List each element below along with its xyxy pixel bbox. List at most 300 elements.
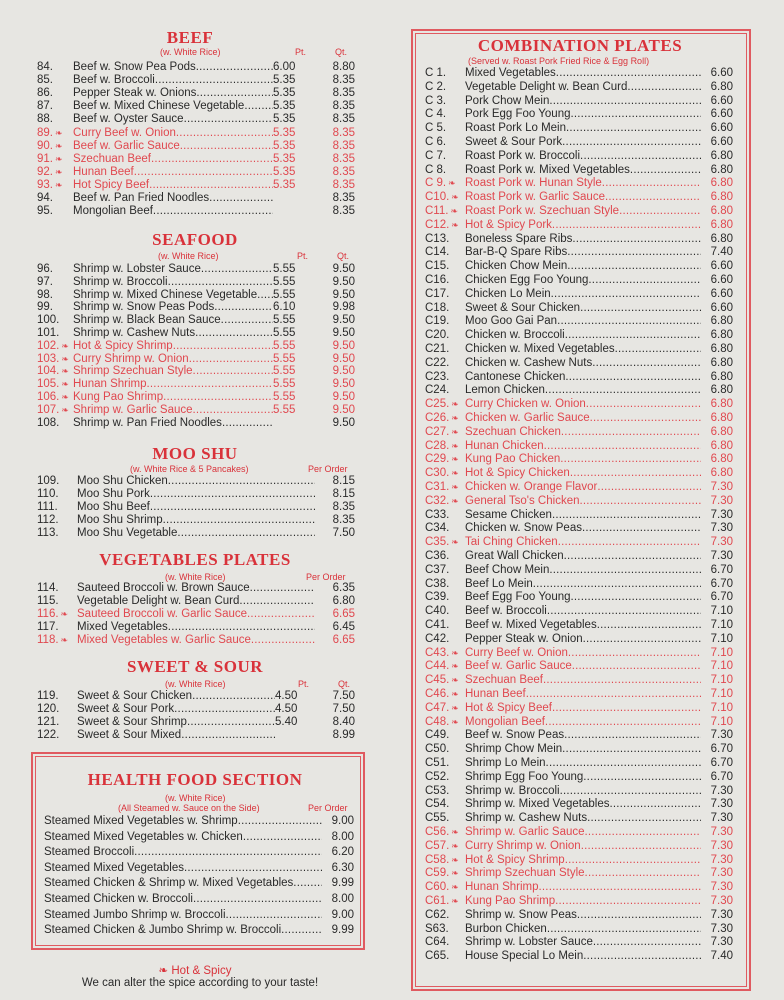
price: 6.80 — [710, 412, 733, 424]
item-number: C52. — [425, 770, 450, 783]
menu-item — [37, 113, 355, 126]
price: 6.60 — [710, 108, 733, 121]
vegetables-subtitle: (w. White Rice) — [165, 572, 226, 582]
item-number: C13. — [425, 232, 450, 245]
chili-icon: ❧ — [61, 392, 69, 402]
price: 7.30 — [710, 508, 733, 521]
item-number: C65. — [425, 950, 450, 963]
leader-dots — [552, 509, 701, 522]
price-pint: 5.55 — [273, 263, 296, 275]
price: 6.60 — [710, 287, 733, 300]
leader-dots — [193, 365, 273, 378]
leader-dots — [181, 729, 275, 742]
menu-item — [425, 812, 733, 825]
leader-dots — [221, 314, 273, 327]
price: 6.70 — [710, 757, 733, 769]
menu-item — [425, 729, 733, 742]
item-name: Tai Ching Chicken — [465, 536, 558, 549]
leader-dots — [544, 440, 701, 453]
leader-dots — [564, 550, 701, 563]
item-number: 115. — [37, 595, 59, 607]
item-number: 99. — [37, 301, 53, 314]
item-name: Beef w. Snow Peas — [465, 729, 565, 742]
chili-icon: ❧ — [55, 140, 63, 151]
item-number: 111. — [37, 501, 58, 513]
item-number: C55. — [425, 812, 450, 825]
item-number: 109. — [37, 475, 60, 487]
item-number: 108. — [37, 416, 60, 429]
menu-item — [425, 426, 733, 439]
item-number: C24. — [425, 384, 450, 397]
menu-item — [425, 660, 733, 673]
item-name: Steamed Chicken & Jumbo Shrimp w. Broccoli — [44, 924, 282, 937]
price-pint: 4.50 — [275, 690, 298, 702]
item-name: Chicken w. Broccoli — [465, 329, 565, 342]
menu-item — [425, 923, 733, 936]
item-number: 119. — [37, 690, 59, 702]
seafood-subtitle: (w. White Rice) — [158, 251, 219, 261]
item-name: Moo Shu Vegetable — [77, 527, 178, 539]
item-name: Chicken Chow Mein — [465, 260, 568, 273]
item-name: Hunan Beef — [465, 688, 526, 700]
price: 6.80 — [332, 595, 355, 607]
leader-dots — [201, 263, 273, 276]
menu-item — [425, 233, 733, 246]
item-name: Moo Shu Shrimp — [77, 514, 163, 526]
item-name: Beef w. Snow Pea Pods — [73, 61, 196, 73]
item-name: Shrimp w. Garlic Sauce — [73, 403, 193, 416]
item-number: C33. — [425, 508, 450, 521]
menu-item — [37, 179, 355, 192]
menu-item — [425, 412, 733, 425]
item-name: Beef w. Broccoli — [465, 605, 547, 618]
price: 6.20 — [331, 846, 354, 859]
chili-icon: ❧ — [61, 404, 69, 415]
menu-item — [425, 495, 733, 508]
chili-icon: ❧ — [60, 635, 69, 645]
item-name: Steamed Mixed Vegetables w. Chicken — [44, 830, 243, 843]
leader-dots — [566, 122, 701, 135]
price: 7.30 — [710, 895, 733, 907]
price: 7.30 — [710, 936, 733, 949]
chili-icon: ❧ — [451, 854, 459, 865]
menu-item — [425, 371, 733, 384]
leader-dots — [579, 495, 701, 508]
leader-dots — [560, 785, 701, 798]
leader-dots — [543, 674, 701, 687]
leader-dots — [247, 608, 315, 621]
menu-item — [425, 826, 733, 839]
chili-icon: ❧ — [55, 179, 63, 190]
price-quart: 9.50 — [332, 314, 355, 327]
menu-item — [425, 302, 733, 315]
leader-dots — [597, 481, 701, 494]
menu-item — [37, 582, 355, 595]
price: 7.50 — [332, 527, 355, 539]
item-name: Chicken w. Snow Peas — [465, 522, 582, 535]
item-name: Shrimp Szechuan Style — [465, 867, 585, 880]
menu-item — [425, 798, 733, 811]
leader-dots — [605, 191, 701, 204]
item-name: Roast Pork w. Hunan Style — [465, 177, 602, 190]
menu-item — [425, 246, 733, 259]
item-number: C39. — [425, 591, 450, 604]
price: 7.10 — [710, 646, 733, 659]
item-name: Beef w. Pan Fried Noodles — [73, 192, 210, 204]
menu-item — [37, 289, 355, 302]
item-name: Shrimp w. Broccoli — [73, 275, 168, 288]
item-name: Moo Shu Beef — [77, 501, 150, 513]
sweet-sour-col-qt: Qt. — [338, 679, 351, 689]
menu-item — [37, 276, 355, 289]
item-number: C 9. ❧ — [425, 177, 456, 190]
hot-spicy-legend — [150, 963, 240, 977]
leader-dots — [547, 923, 701, 936]
chili-icon: ❧ — [451, 647, 459, 658]
price-pint: 5.55 — [273, 314, 296, 327]
item-name: Beef Chow Mein — [465, 563, 550, 576]
item-name: Shrimp w. Pan Fried Noodles — [73, 416, 222, 429]
item-name: Chicken Egg Foo Young — [465, 274, 589, 286]
leader-dots — [552, 219, 701, 232]
price: 6.80 — [710, 343, 733, 355]
item-number: 95. — [37, 205, 53, 218]
price-pint: 5.35 — [273, 152, 296, 165]
leader-dots — [551, 288, 701, 301]
chili-icon: ❧ — [61, 366, 69, 377]
item-name: Steamed Mixed Vegetables w. Shrimp — [44, 815, 238, 827]
item-name: Sweet & Sour Mixed — [77, 729, 182, 741]
menu-item — [425, 136, 733, 149]
item-number: C15. — [425, 260, 450, 273]
price: 7.40 — [710, 950, 733, 963]
menu-item — [425, 315, 733, 328]
menu-item — [425, 936, 733, 949]
leader-dots — [586, 398, 701, 411]
moo-shu-col-per-order: Per Order — [308, 464, 348, 474]
item-name: Hunan Beef — [73, 165, 134, 178]
section-title-seafood: SEAFOOD — [152, 230, 238, 249]
menu-item — [425, 219, 733, 232]
item-number: 117. — [37, 621, 59, 633]
price: 6.60 — [710, 67, 733, 79]
item-name: Pork Chow Mein — [465, 94, 550, 107]
item-name: Shrimp w. Mixed Chinese Vegetable — [73, 288, 258, 301]
item-number: C17. — [425, 287, 450, 300]
item-name: Roast Pork w. Mixed Vegetables — [465, 163, 630, 176]
leader-dots — [539, 881, 701, 894]
leader-dots — [627, 81, 701, 94]
leader-dots — [581, 840, 701, 853]
item-number: 100. — [37, 314, 60, 327]
menu-item — [37, 417, 355, 430]
item-number: C46. ❧ — [425, 688, 459, 700]
leader-dots — [571, 591, 701, 604]
price: 7.10 — [710, 674, 733, 687]
price-pint: 6.10 — [273, 301, 296, 314]
item-name: Beef Egg Foo Young — [465, 591, 571, 604]
item-number: 91. ❧ — [37, 152, 63, 165]
menu-item — [425, 522, 733, 535]
item-number: 107. ❧ — [37, 403, 69, 416]
item-name: Hunan Chicken — [465, 439, 544, 452]
item-number: C51. — [425, 757, 450, 769]
leader-dots — [585, 867, 701, 880]
item-name: Moo Shu Pork — [77, 488, 150, 500]
price: 7.30 — [710, 729, 733, 742]
price: 7.10 — [710, 715, 733, 728]
item-name: Steamed Broccoli — [44, 846, 135, 859]
item-number: 84. — [37, 61, 53, 73]
item-name: Beef w. Garlic Sauce — [465, 660, 572, 673]
item-number: C14. — [425, 246, 450, 259]
leader-dots — [549, 564, 701, 577]
price: 6.80 — [710, 232, 733, 245]
menu-item — [425, 591, 733, 604]
item-number: 116. ❧ — [37, 608, 69, 620]
price: 6.80 — [710, 315, 733, 328]
leader-dots — [619, 205, 701, 218]
menu-item — [425, 647, 733, 660]
item-number: 102. ❧ — [37, 339, 69, 352]
item-name: Chicken w. Garlic Sauce — [465, 412, 590, 424]
leader-dots — [590, 412, 701, 425]
price: 6.80 — [710, 356, 733, 369]
item-number: C28. ❧ — [425, 439, 459, 452]
leader-dots — [580, 302, 701, 315]
item-number: 96. — [37, 263, 53, 275]
item-name: Hot & Spicy Beef — [465, 701, 552, 714]
price-quart: 8.35 — [332, 74, 355, 87]
item-number: C58. ❧ — [425, 853, 459, 866]
chili-icon: ❧ — [61, 379, 69, 390]
item-name: Cantonese Chicken — [465, 370, 566, 383]
leader-dots — [565, 329, 701, 342]
leader-dots — [193, 404, 273, 417]
leader-dots — [555, 895, 701, 908]
price-pint: 5.35 — [273, 178, 296, 191]
menu-item — [425, 688, 733, 701]
leader-dots — [134, 846, 322, 859]
leader-dots — [293, 877, 322, 890]
item-number: C30. ❧ — [425, 467, 459, 480]
price: 7.30 — [710, 784, 733, 797]
item-number: C38. — [425, 577, 450, 590]
leader-dots — [560, 453, 701, 466]
item-number: 103. ❧ — [37, 352, 69, 365]
price-pint: 5.35 — [273, 87, 296, 100]
menu-item — [37, 527, 355, 540]
item-name: Pork Egg Foo Young — [465, 108, 571, 121]
item-number: 94. — [37, 192, 53, 204]
leader-dots — [577, 909, 701, 922]
chili-icon: ❧ — [451, 896, 459, 906]
price: 7.10 — [710, 632, 733, 645]
item-number: 112. — [37, 514, 59, 526]
item-number: 85. — [37, 74, 53, 87]
item-name: Shrimp Egg Foo Young — [465, 770, 584, 783]
menu-item — [37, 729, 355, 742]
price-quart: 8.35 — [332, 178, 355, 191]
price-quart: 8.80 — [332, 61, 355, 73]
vegetables-col-per-order: Per Order — [306, 572, 346, 582]
price: 6.80 — [710, 205, 733, 217]
item-name: Pepper Steak w. Onions — [73, 87, 197, 100]
menu-item — [425, 785, 733, 798]
chili-icon: ❧ — [451, 537, 459, 548]
price-quart: 8.35 — [332, 192, 355, 204]
item-number: C 1. — [425, 67, 447, 79]
leader-dots — [570, 467, 701, 480]
menu-item — [37, 100, 355, 113]
item-number: C35. ❧ — [425, 536, 459, 549]
item-name: Curry Beef w. Onion — [73, 126, 176, 139]
item-name: Hot & Spicy Shrimp — [465, 853, 565, 866]
price-pint: 5.35 — [273, 139, 296, 152]
item-number: C22. — [425, 356, 450, 369]
menu-item — [37, 514, 355, 527]
price: 7.10 — [710, 660, 733, 673]
item-number: 105. ❧ — [37, 378, 69, 391]
price-pint: 5.35 — [273, 165, 296, 178]
item-name: Hunan Shrimp — [465, 881, 539, 894]
item-name: Hot & Spicy Pork — [465, 218, 552, 231]
chili-icon: ❧ — [158, 965, 169, 977]
price-quart: 9.50 — [332, 416, 355, 429]
item-number: C62. — [425, 908, 450, 921]
chili-icon: ❧ — [451, 882, 459, 893]
menu-item — [37, 353, 355, 366]
health-col-per-order: Per Order — [308, 803, 348, 813]
item-number: C48. ❧ — [425, 715, 459, 728]
menu-item — [425, 67, 733, 80]
item-name: Shrimp w. Black Bean Sauce — [73, 314, 221, 327]
menu-item — [425, 288, 733, 301]
leader-dots — [187, 716, 275, 729]
leader-dots — [163, 391, 273, 404]
price: 7.10 — [710, 619, 733, 631]
leader-dots — [585, 826, 701, 839]
item-name: Shrimp w. Lobster Sauce — [73, 263, 201, 275]
menu-item — [44, 831, 354, 844]
item-number: C25. ❧ — [425, 398, 459, 411]
leader-dots — [176, 127, 273, 140]
leader-dots — [168, 621, 315, 634]
leader-dots — [583, 633, 701, 646]
menu-item — [425, 150, 733, 163]
chili-icon: ❧ — [448, 178, 456, 189]
price: 6.60 — [710, 260, 733, 273]
item-number: C54. — [425, 798, 450, 811]
seafood-col-qt: Qt. — [337, 251, 350, 261]
item-number: C59. ❧ — [425, 867, 459, 880]
price: 6.35 — [332, 582, 355, 594]
section-title-health-food: HEALTH FOOD SECTION — [87, 770, 303, 789]
price-quart: 8.40 — [332, 716, 355, 728]
price: 9.00 — [331, 815, 354, 827]
menu-item — [37, 365, 355, 378]
leader-dots — [567, 260, 701, 273]
item-number: 89. ❧ — [37, 126, 63, 139]
menu-item — [425, 95, 733, 108]
price-pint: 5.55 — [273, 275, 296, 288]
leader-dots — [630, 164, 701, 177]
chili-icon: ❧ — [451, 495, 459, 506]
price-quart: 8.35 — [332, 126, 355, 139]
price-quart: 8.99 — [332, 729, 355, 741]
price: 6.80 — [710, 370, 733, 383]
item-name: Great Wall Chicken — [465, 550, 564, 562]
leader-dots — [545, 384, 701, 397]
menu-item — [425, 191, 733, 204]
chili-icon: ❧ — [451, 840, 459, 851]
menu-item — [37, 127, 355, 140]
leader-dots — [533, 578, 701, 591]
price: 7.30 — [710, 922, 733, 935]
item-number: C 8. — [425, 163, 447, 176]
item-number: 97. — [37, 275, 53, 288]
price: 8.35 — [332, 514, 355, 526]
item-number: C 6. — [425, 136, 447, 148]
section-title-moo-shu: MOO SHU — [152, 444, 238, 463]
leader-dots — [226, 909, 322, 922]
menu-item — [37, 595, 355, 608]
price: 6.80 — [710, 329, 733, 342]
leader-dots — [565, 371, 701, 384]
item-name: Sweet & Sour Chicken — [465, 301, 581, 314]
leader-dots — [561, 426, 701, 439]
item-name: Steamed Mixed Vegetables — [44, 861, 185, 874]
chili-icon: ❧ — [451, 219, 459, 230]
item-number: C 5. — [425, 122, 447, 135]
price-quart: 8.35 — [332, 165, 355, 178]
chili-icon: ❧ — [451, 661, 459, 672]
menu-item — [425, 619, 733, 632]
item-number: C41. — [425, 619, 450, 631]
menu-item — [425, 564, 733, 577]
item-number: 114. — [37, 582, 59, 594]
beef-col-qt: Qt. — [335, 47, 348, 57]
item-name: Mixed Vegetables w. Garlic Sauce — [77, 634, 251, 646]
price: 7.30 — [710, 550, 733, 562]
menu-item — [425, 343, 733, 356]
price: 7.30 — [710, 481, 733, 493]
menu-item — [425, 881, 733, 894]
price-pint: 5.35 — [273, 113, 296, 126]
menu-item — [425, 81, 733, 94]
item-number: C 2. — [425, 80, 447, 93]
price: 7.10 — [710, 605, 733, 618]
item-number: C56. ❧ — [425, 826, 459, 838]
menu-item — [425, 771, 733, 784]
price-quart: 9.50 — [332, 352, 355, 365]
menu-item — [37, 314, 355, 327]
leader-dots — [558, 536, 701, 549]
chili-icon: ❧ — [55, 166, 63, 177]
menu-item — [425, 950, 733, 963]
menu-item — [37, 703, 355, 716]
price: 6.80 — [710, 177, 733, 190]
menu-item — [37, 263, 355, 276]
leader-dots — [564, 729, 701, 742]
leader-dots — [150, 501, 315, 514]
price: 6.80 — [710, 439, 733, 452]
leader-dots — [151, 153, 273, 166]
menu-item — [425, 164, 733, 177]
price: 7.30 — [710, 494, 733, 507]
chili-icon: ❧ — [61, 353, 69, 364]
leader-dots — [572, 660, 701, 673]
